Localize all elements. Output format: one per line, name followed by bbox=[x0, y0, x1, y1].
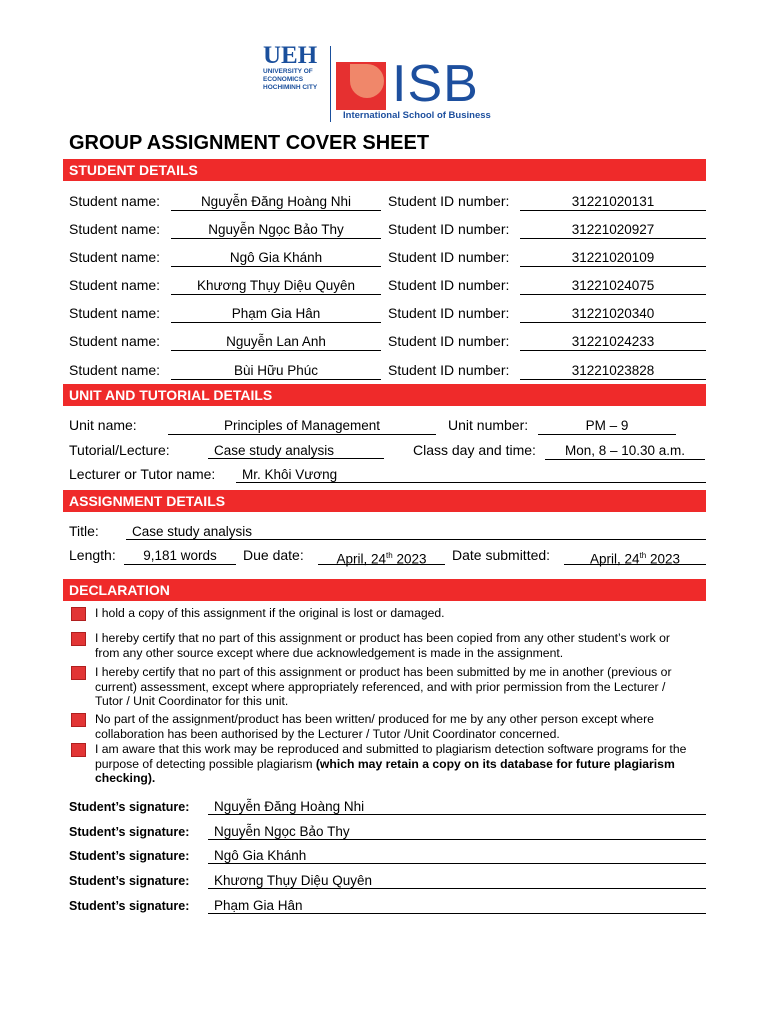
student-name-field[interactable]: Phạm Gia Hân bbox=[171, 305, 381, 323]
lecturer-label: Lecturer or Tutor name: bbox=[69, 466, 216, 482]
signature-field[interactable]: Nguyễn Đăng Hoàng Nhi bbox=[208, 798, 706, 815]
length-field[interactable]: 9,181 words bbox=[124, 547, 236, 565]
signature-label: Student’s signature: bbox=[69, 800, 190, 814]
student-name-label: Student name: bbox=[69, 249, 161, 265]
declaration-checkbox[interactable] bbox=[71, 713, 86, 727]
declaration-text-body: I hereby certify that no part of this assignment or product has been copied from any other student’s work or from any other source except where due acknowledgement is made in the assignment. bbox=[95, 631, 670, 660]
title-label: Title: bbox=[69, 523, 99, 539]
student-id-field[interactable]: 31221020927 bbox=[520, 221, 706, 239]
student-name-field[interactable]: Nguyễn Ngọc Bảo Thy bbox=[171, 221, 381, 239]
declaration-text-body: I am aware that this work may be reproduced and submitted to plagiarism detection software programs for the purpose of detecting possible plagiarism bbox=[95, 742, 687, 771]
student-id-label: Student ID number: bbox=[388, 333, 510, 349]
declaration-text bbox=[95, 665, 695, 709]
declaration-checkbox[interactable] bbox=[71, 666, 86, 680]
declaration-checkbox[interactable] bbox=[71, 743, 86, 757]
date-submitted-label: Date submitted: bbox=[452, 547, 551, 563]
student-id-field[interactable]: 31221020109 bbox=[520, 249, 706, 267]
due-date-suffix: th bbox=[386, 551, 393, 560]
student-name-label: Student name: bbox=[69, 333, 161, 349]
student-id-field[interactable]: 31221024233 bbox=[520, 333, 706, 351]
section-unit-details: UNIT AND TUTORIAL DETAILS bbox=[63, 384, 706, 406]
student-id-field[interactable]: 31221024075 bbox=[520, 277, 706, 295]
unit-number-label: Unit number: bbox=[448, 417, 529, 433]
signature-label: Student’s signature: bbox=[69, 874, 190, 888]
tutorial-label: Tutorial/Lecture: bbox=[69, 442, 170, 458]
declaration-checkbox[interactable] bbox=[71, 632, 86, 646]
declaration-checkbox[interactable] bbox=[71, 607, 86, 621]
signature-label: Student’s signature: bbox=[69, 849, 190, 863]
signature-field[interactable]: Phạm Gia Hân bbox=[208, 897, 706, 914]
date-submitted-year: 2023 bbox=[646, 551, 680, 567]
signature-field[interactable]: Ngô Gia Khánh bbox=[208, 847, 706, 864]
ueh-logo-line2: ECONOMICS bbox=[263, 76, 304, 83]
declaration-text-body: I hold a copy of this assignment if the original is lost or damaged. bbox=[95, 606, 445, 620]
student-id-field[interactable]: 31221020340 bbox=[520, 305, 706, 323]
declaration-text-body: I hereby certify that no part of this assignment or product has been submitted by me in another (previous or current) assessment, except where appropriately referenced, and with prior permission from the Lecturer / Tutor / Unit Coordinator for this unit. bbox=[95, 665, 672, 708]
section-assignment-details: ASSIGNMENT DETAILS bbox=[63, 490, 706, 512]
length-label: Length: bbox=[69, 547, 116, 563]
section-declaration: DECLARATION bbox=[63, 579, 706, 601]
due-date-label: Due date: bbox=[243, 547, 304, 563]
declaration-text bbox=[95, 742, 695, 786]
student-name-label: Student name: bbox=[69, 362, 161, 378]
student-name-field[interactable]: Nguyễn Đăng Hoàng Nhi bbox=[171, 193, 381, 211]
signature-label: Student’s signature: bbox=[69, 825, 190, 839]
date-submitted-field[interactable] bbox=[564, 547, 706, 565]
due-date-prefix: April, 24 bbox=[336, 551, 387, 567]
student-name-field[interactable]: Bùi Hữu Phúc bbox=[171, 362, 381, 380]
logo-divider bbox=[330, 46, 331, 122]
date-submitted-prefix: April, 24 bbox=[590, 551, 640, 567]
section-student-details: STUDENT DETAILS bbox=[63, 159, 706, 181]
student-name-label: Student name: bbox=[69, 277, 161, 293]
unit-name-label: Unit name: bbox=[69, 417, 137, 433]
declaration-text bbox=[95, 712, 695, 741]
student-id-label: Student ID number: bbox=[388, 221, 510, 237]
student-id-label: Student ID number: bbox=[388, 362, 510, 378]
lecturer-field[interactable]: Mr. Khôi Vương bbox=[236, 466, 706, 483]
title-field[interactable]: Case study analysis bbox=[126, 523, 706, 540]
isb-logo bbox=[336, 55, 496, 124]
unit-name-field[interactable]: Principles of Management bbox=[168, 417, 436, 435]
student-id-label: Student ID number: bbox=[388, 193, 510, 209]
student-name-label: Student name: bbox=[69, 221, 161, 237]
ueh-logo-title: UEH bbox=[263, 42, 318, 69]
class-day-field[interactable]: Mon, 8 – 10.30 a.m. bbox=[545, 442, 705, 460]
student-id-field[interactable]: 31221023828 bbox=[520, 362, 706, 380]
due-date-field[interactable] bbox=[318, 547, 445, 565]
class-day-label: Class day and time: bbox=[413, 442, 536, 458]
signature-label: Student’s signature: bbox=[69, 899, 190, 913]
signature-field[interactable]: Khương Thụy Diệu Quyên bbox=[208, 872, 706, 889]
page-title: GROUP ASSIGNMENT COVER SHEET bbox=[69, 132, 430, 154]
student-name-label: Student name: bbox=[69, 305, 161, 321]
student-id-label: Student ID number: bbox=[388, 277, 510, 293]
unit-number-field[interactable]: PM – 9 bbox=[538, 417, 676, 435]
declaration-text bbox=[95, 631, 695, 660]
student-name-label: Student name: bbox=[69, 193, 161, 209]
tutorial-field[interactable]: Case study analysis bbox=[208, 442, 384, 459]
ueh-logo-line1: UNIVERSITY OF bbox=[263, 68, 313, 75]
student-name-field[interactable]: Ngô Gia Khánh bbox=[171, 249, 381, 267]
due-date-year: 2023 bbox=[392, 551, 427, 567]
declaration-text-body: No part of the assignment/product has been written/ produced for me by any other person except where collaboration has been authorised by the Lecturer / Tutor /Unit Coordinator concerned. bbox=[95, 712, 654, 741]
student-id-field[interactable]: 31221020131 bbox=[520, 193, 706, 211]
student-id-label: Student ID number: bbox=[388, 249, 510, 265]
isb-logo-title: ISB bbox=[392, 55, 479, 113]
isb-logo-subtitle: International School of Business bbox=[343, 110, 491, 121]
signature-field[interactable]: Nguyễn Ngọc Bảo Thy bbox=[208, 823, 706, 840]
date-submitted-suffix: th bbox=[639, 551, 647, 560]
ueh-logo bbox=[263, 44, 327, 100]
ueh-logo-line3: HOCHIMINH CITY bbox=[263, 84, 318, 91]
student-name-field[interactable]: Khương Thụy Diệu Quyên bbox=[171, 277, 381, 295]
student-name-field[interactable]: Nguyễn Lan Anh bbox=[171, 333, 381, 351]
declaration-text bbox=[95, 606, 695, 621]
declaration-text-bold: (which may retain a copy on its database for future plagiarism checking). bbox=[95, 756, 675, 785]
isb-mark-accent-icon bbox=[350, 64, 384, 98]
student-id-label: Student ID number: bbox=[388, 305, 510, 321]
